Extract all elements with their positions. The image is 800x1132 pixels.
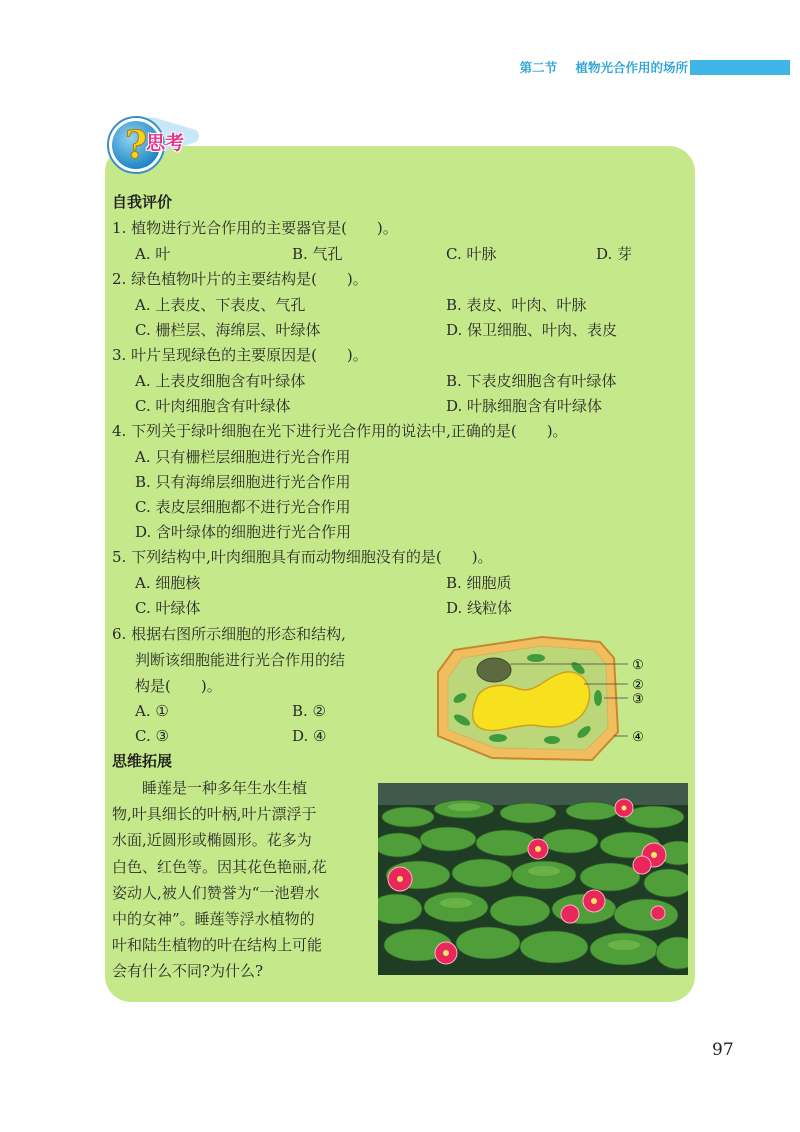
question-4-stem: 4. 下列关于绿叶细胞在光下进行光合作用的说法中,正确的是( )。 [112, 422, 568, 440]
question-4-option-b: B. 只有海绵层细胞进行光合作用 [135, 473, 351, 491]
question-3-option-a: A. 上表皮细胞含有叶绿体 [135, 372, 306, 390]
question-1-option-b: B. 气孔 [292, 245, 343, 263]
question-6-stem-line-3: 构是( )。 [135, 677, 222, 695]
header-accent-bar [690, 60, 790, 75]
question-2-option-c: C. 栅栏层、海绵层、叶绿体 [135, 321, 321, 339]
think-label: 思考 [146, 132, 185, 154]
cell-label-2: ② [632, 678, 644, 693]
extension-line-7: 叶和陆生植物的叶在结构上可能 [112, 936, 323, 955]
extension-line-4: 白色、红色等。因其花色艳丽,花 [112, 857, 327, 876]
question-5-option-a: A. 细胞核 [135, 574, 201, 592]
extension-line-3: 水面,近圆形或椭圆形。花多为 [112, 831, 312, 850]
water-lily-photo [378, 783, 688, 975]
question-5-option-b: B. 细胞质 [446, 574, 512, 592]
plant-cell-diagram [432, 632, 658, 766]
extension-line-5: 姿动人,被人们赞誉为“一池碧水 [112, 883, 320, 902]
question-5-option-c: C. 叶绿体 [135, 599, 201, 617]
self-eval-title: 自我评价 [112, 193, 173, 211]
cell-label-1: ① [632, 658, 644, 673]
extension-line-6: 中的女神”。睡莲等浮水植物的 [112, 910, 315, 929]
question-5-stem: 5. 下列结构中,叶肉细胞具有而动物细胞没有的是( )。 [112, 548, 493, 566]
question-6-option-d: D. ④ [292, 727, 327, 745]
extension-line-2: 物,叶具细长的叶柄,叶片漂浮于 [112, 805, 317, 824]
question-2-option-d: D. 保卫细胞、叶肉、表皮 [446, 321, 618, 339]
running-header [520, 60, 688, 76]
question-6-stem-line-1: 6. 根据右图所示细胞的形态和结构, [112, 625, 346, 643]
question-2-option-a: A. 上表皮、下表皮、气孔 [135, 296, 306, 314]
question-6-option-c: C. ③ [135, 727, 169, 745]
question-3-option-b: B. 下表皮细胞含有叶绿体 [446, 372, 617, 390]
page-number: 97 [712, 1040, 734, 1060]
question-1-stem: 1. 植物进行光合作用的主要器官是( )。 [112, 219, 398, 237]
extension-line-8: 会有什么不同?为什么? [112, 962, 264, 981]
question-4-option-c: C. 表皮层细胞都不进行光合作用 [135, 498, 351, 516]
question-6-stem-line-2: 判断该细胞能进行光合作用的结 [135, 651, 346, 669]
question-6-option-b: B. ② [292, 702, 327, 720]
cell-label-4: ④ [632, 730, 644, 745]
extension-line-1: 睡莲是一种多年生水生植 [142, 779, 308, 797]
question-1-option-c: C. 叶脉 [446, 245, 497, 263]
header-title: 植物光合作用的场所 [575, 60, 688, 75]
cell-label-3: ③ [632, 692, 644, 707]
question-2-option-b: B. 表皮、叶肉、叶脉 [446, 296, 587, 314]
question-6-option-a: A. ① [135, 702, 169, 720]
question-4-option-a: A. 只有栅栏层细胞进行光合作用 [135, 448, 351, 466]
svg-text:?: ? [124, 122, 148, 167]
extension-title: 思维拓展 [112, 752, 173, 770]
question-4-option-d: D. 含叶绿体的细胞进行光合作用 [135, 523, 352, 541]
question-3-option-d: D. 叶脉细胞含有叶绿体 [446, 397, 603, 415]
question-3-option-c: C. 叶肉细胞含有叶绿体 [135, 397, 291, 415]
question-5-option-d: D. 线粒体 [446, 599, 513, 617]
question-3-stem: 3. 叶片呈现绿色的主要原因是( )。 [112, 346, 368, 364]
question-1-option-d: D. 芽 [596, 245, 633, 263]
extension-paragraph [112, 775, 374, 985]
question-2-stem: 2. 绿色植物叶片的主要结构是( )。 [112, 270, 368, 288]
question-1-option-a: A. 叶 [135, 245, 171, 263]
header-section: 第二节 [519, 60, 558, 75]
